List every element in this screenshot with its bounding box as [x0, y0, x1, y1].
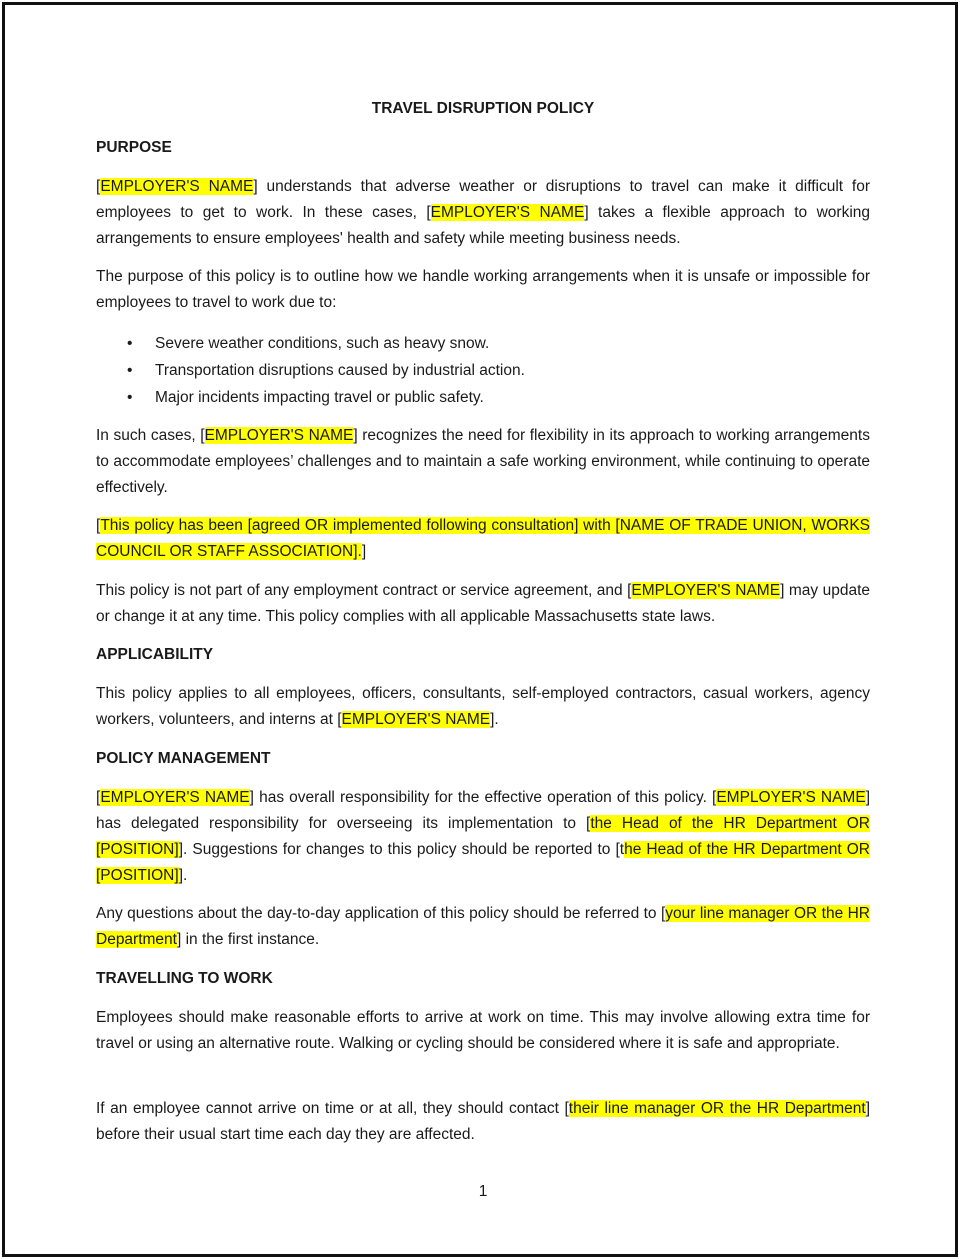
text-run: ] has overall responsibility for the effective operation of this policy. [	[249, 789, 717, 806]
purpose-paragraph-5	[96, 578, 870, 630]
text-run: ]. Suggestions for changes to this policy should be reported to [t	[178, 841, 625, 858]
travelling-paragraph-2	[96, 1096, 870, 1148]
text-run: [	[96, 178, 101, 195]
text-run: ] understands that adverse weather or disruptions to travel can make it difficult for employees to get to work. In these cases, [	[96, 178, 871, 221]
bullet-icon: •	[127, 362, 133, 379]
placeholder-consultation-statement: This policy has been [agreed OR implemented following consultation] with [NAME OF TRADE UNION, WORKS COUNCIL OR STAFF ASSOCIATION].	[96, 517, 870, 560]
bullet-icon: •	[127, 389, 133, 406]
list-item	[96, 330, 525, 357]
text-run: ]	[361, 543, 367, 560]
text-run: ] takes a flexible approach to working arrangements to ensure employees' health and safety while meeting business needs.	[96, 204, 870, 247]
text-run: In such cases, [	[96, 427, 205, 444]
document-page	[2, 2, 958, 1257]
placeholder-employer-name: EMPLOYER'S NAME	[631, 582, 781, 599]
placeholder-contact: your line manager OR the HR Department	[96, 905, 870, 948]
applicability-paragraph	[96, 681, 870, 733]
bullet-list	[96, 330, 525, 411]
text-run: Any questions about the day-to-day application of this policy should be referred to [	[96, 905, 666, 922]
text-run: [	[96, 517, 101, 534]
section-heading-travelling-to-work: TRAVELLING TO WORK	[96, 970, 273, 987]
list-item	[96, 357, 525, 384]
list-item-text: Transportation disruptions caused by industrial action.	[155, 362, 525, 379]
text-run: This policy is not part of any employment contract or service agreement, and [	[96, 582, 632, 599]
text-run: If an employee cannot arrive on time or at all, they should contact [	[96, 1100, 569, 1117]
page-number: 1	[478, 1183, 488, 1200]
list-item	[96, 384, 525, 411]
placeholder-contact: their line manager OR the HR Department	[568, 1100, 866, 1117]
text-run: ] may update or change it at any time. This policy complies with all applicable Massachusetts state laws.	[96, 582, 870, 625]
section-heading-policy-management: POLICY MANAGEMENT	[96, 750, 271, 767]
placeholder-employer-name: EMPLOYER'S NAME	[100, 178, 254, 195]
purpose-paragraph-3	[96, 423, 870, 501]
document-title: TRAVEL DISRUPTION POLICY	[371, 100, 595, 117]
text-run: ] in the first instance.	[176, 931, 320, 948]
placeholder-position: he Head of the HR Department OR [POSITION]	[96, 841, 870, 884]
text-run: ] has delegated responsibility for overseeing its implementation to [	[96, 789, 870, 832]
purpose-paragraph-2: The purpose of this policy is to outline how we handle working arrangements when it is unsafe or impossible for employees to travel to work due to:	[96, 268, 870, 311]
policy-management-paragraph-2	[96, 901, 870, 953]
placeholder-employer-name: EMPLOYER'S NAME	[341, 711, 491, 728]
placeholder-employer-name: EMPLOYER'S NAME	[100, 789, 250, 806]
text-run: ].	[178, 867, 188, 884]
policy-management-paragraph-1	[96, 785, 870, 889]
list-item-text: Severe weather conditions, such as heavy snow.	[155, 335, 490, 352]
section-heading-applicability: APPLICABILITY	[96, 646, 214, 663]
section-heading-purpose: PURPOSE	[96, 139, 172, 156]
list-item-text: Major incidents impacting travel or public safety.	[155, 389, 484, 406]
text-run: ] recognizes the need for flexibility in its approach to working arrangements to accommodate employees’ challenges and to maintain a safe working environment, while continuing to operate effectively.	[96, 427, 870, 496]
placeholder-employer-name: EMPLOYER'S NAME	[716, 789, 866, 806]
bullet-icon: •	[127, 335, 133, 352]
placeholder-position: the Head of the HR Department OR [POSITION]	[96, 815, 870, 858]
purpose-paragraph-4	[96, 513, 870, 565]
travelling-paragraph-1: Employees should make reasonable efforts to arrive at work on time. This may involve allowing extra time for travel or using an alternative route. Walking or cycling should be considered where it is safe and appropriate.	[96, 1009, 870, 1052]
text-run: This policy applies to all employees, officers, consultants, self-employed contractors, casual workers, agency workers, volunteers, and interns at [	[96, 685, 870, 728]
placeholder-employer-name: EMPLOYER'S NAME	[204, 427, 354, 444]
text-run: ] before their usual start time each day they are affected.	[96, 1100, 870, 1143]
purpose-paragraph-1	[96, 174, 870, 252]
text-run: ].	[490, 711, 499, 728]
text-run: [	[96, 789, 101, 806]
placeholder-employer-name: EMPLOYER'S NAME	[430, 204, 585, 221]
